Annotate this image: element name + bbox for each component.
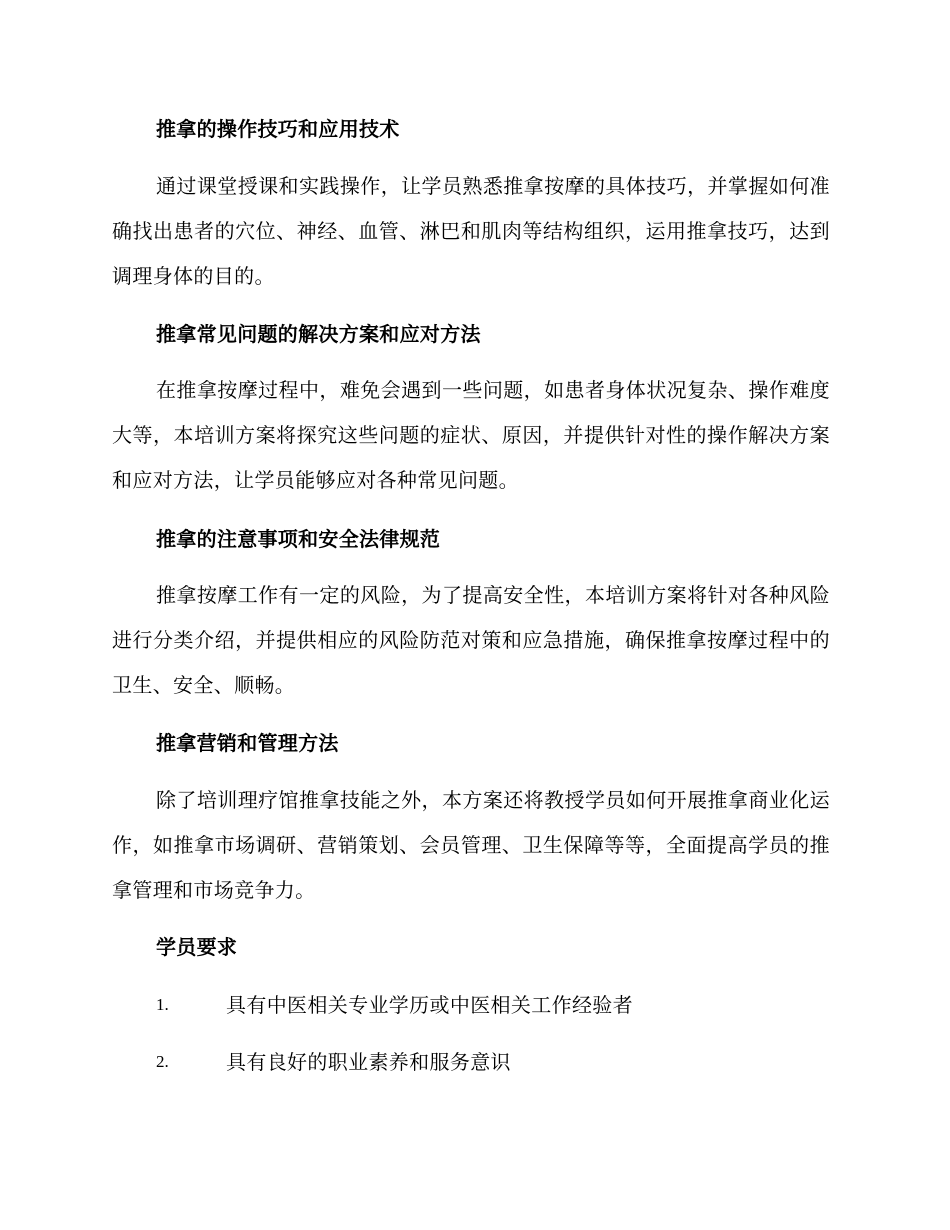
- section-paragraph-safety: 推拿按摩工作有一定的风险，为了提高安全性，本培训方案将针对各种风险进行分类介绍，并提供相应的风险防范对策和应急措施，确保推拿按摩过程中的卫生、安全、顺畅。: [112, 583, 830, 697]
- section-paragraph-marketing: 除了培训理疗馆推拿技能之外，本方案还将教授学员如何开展推拿商业化运作，如推拿市场调研、营销策划、会员管理、卫生保障等等，全面提高学员的推拿管理和市场竞争力。: [112, 788, 830, 902]
- section-heading-marketing: 推拿营销和管理方法: [156, 731, 339, 755]
- list-item-text: 具有良好的职业素养和服务意识: [226, 1050, 511, 1074]
- section-paragraph-problems: 在推拿按摩过程中，难免会遇到一些问题，如患者身体状况复杂、操作难度大等，本培训方案将探究这些问题的症状、原因，并提供针对性的操作解决方案和应对方法，让学员能够应对各种常见问题。: [112, 378, 830, 492]
- section-heading-problems: 推拿常见问题的解决方案和应对方法: [156, 322, 481, 346]
- section-heading-techniques: 推拿的操作技巧和应用技术: [156, 117, 400, 141]
- list-item-number: 1.: [156, 995, 169, 1014]
- section-heading-safety: 推拿的注意事项和安全法律规范: [156, 527, 441, 551]
- requirements-heading: 学员要求: [156, 935, 238, 959]
- list-item-text: 具有中医相关专业学历或中医相关工作经验者: [226, 993, 633, 1017]
- section-paragraph-techniques: 通过课堂授课和实践操作，让学员熟悉推拿按摩的具体技巧，并掌握如何准确找出患者的穴位、神经、血管、淋巴和肌肉等结构组织，运用推拿技巧，达到调理身体的目的。: [112, 174, 830, 288]
- list-item-number: 2.: [156, 1052, 169, 1071]
